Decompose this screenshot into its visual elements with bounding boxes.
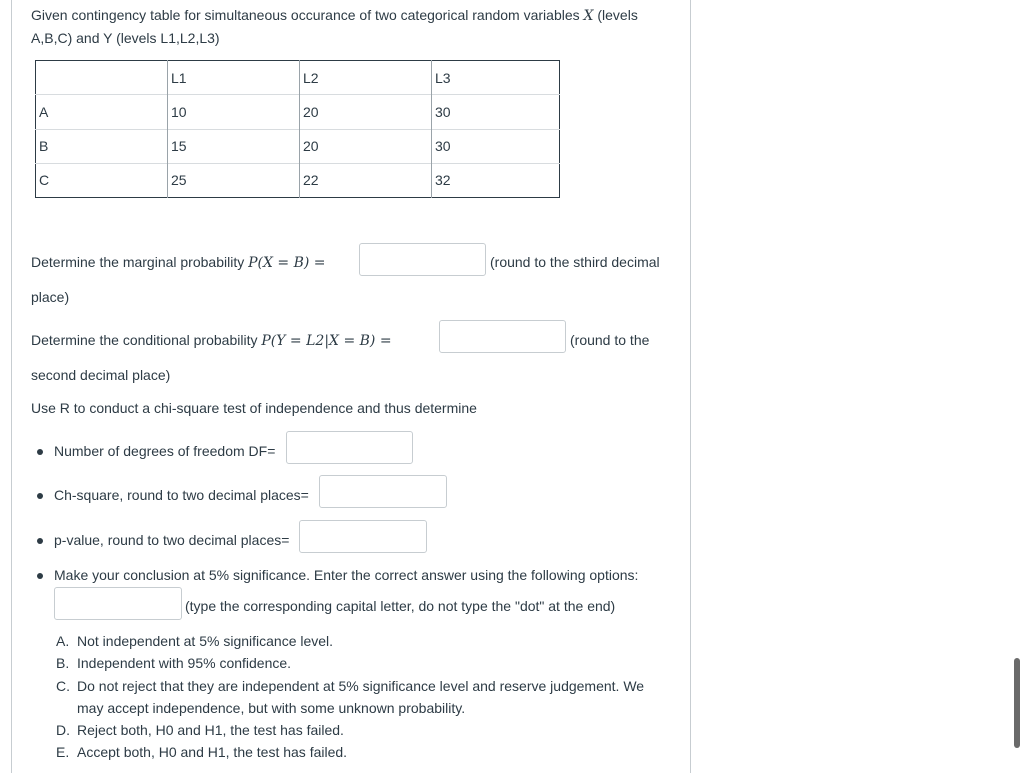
intro-line-2: A,B,C) and Y (levels L1,L2,L3): [31, 30, 220, 46]
table-cell: 15: [168, 129, 300, 163]
conditional-hint-continued: second decimal place): [31, 367, 171, 383]
option-c-continued: may accept independence, but with some unknown probability.: [77, 700, 466, 716]
bullet-icon: [37, 493, 43, 499]
p-value-label: p-value, round to two decimal places=: [54, 532, 290, 548]
option-letter: B.: [56, 655, 70, 671]
scrollbar-thumb[interactable]: [1014, 658, 1020, 748]
option-c: [56, 678, 644, 694]
marginal-formula: P(X = B) =: [248, 255, 326, 271]
chi-square-intro: Use R to conduct a chi-square test of independence and thus determine: [31, 400, 477, 416]
table-header-cell: L3: [432, 61, 560, 95]
intro-text: Given contingency table for simultaneous occurance of two categorical random variables: [31, 7, 584, 23]
chi-square-input[interactable]: [319, 475, 447, 508]
option-letter: A.: [56, 633, 70, 649]
option-text: Do not reject that they are independent at 5% significance level and reserve judgement. We: [77, 678, 645, 694]
conditional-formula: P(Y = L2|X = B) =: [261, 333, 392, 349]
table-row: [36, 95, 560, 129]
df-label: Number of degrees of freedom DF=: [54, 443, 276, 459]
table-cell: 30: [432, 129, 560, 163]
marginal-hint: (round to the sthird decimal: [490, 254, 660, 270]
df-input[interactable]: [286, 431, 413, 464]
table-header-cell: [36, 61, 168, 95]
table-row: [36, 163, 560, 197]
bullet-icon: [37, 573, 43, 579]
chi-square-label: Ch-square, round to two decimal places=: [54, 487, 309, 503]
table-cell: 20: [300, 129, 432, 163]
option-text: Independent with 95% confidence.: [77, 655, 292, 671]
table-cell: B: [36, 129, 168, 163]
variable-x: X: [583, 8, 594, 24]
conditional-label: Determine the conditional probability: [31, 332, 262, 348]
table-header-cell: L1: [168, 61, 300, 95]
contingency-table: [35, 60, 560, 198]
table-header-row: [36, 61, 560, 95]
marginal-hint-continued: place): [31, 289, 70, 305]
table-cell: 10: [168, 95, 300, 129]
conclusion-hint: (type the corresponding capital letter, do not type the "dot" at the end): [185, 598, 616, 614]
conclusion-label: Make your conclusion at 5% significance. Enter the correct answer using the following options:: [54, 567, 639, 583]
table-row: [36, 129, 560, 163]
option-a: [56, 633, 333, 649]
option-text: Reject both, H0 and H1, the test has failed.: [77, 722, 344, 738]
intro-text-end: (levels: [593, 7, 638, 23]
option-e: [56, 744, 347, 760]
conclusion-input[interactable]: [54, 587, 182, 620]
marginal-question: [31, 254, 326, 271]
table-cell: C: [36, 163, 168, 197]
bullet-icon: [37, 538, 43, 544]
conditional-hint: (round to the: [570, 332, 650, 348]
option-d: [56, 722, 344, 738]
option-letter: E.: [56, 744, 70, 760]
table-cell: 32: [432, 163, 560, 197]
table-cell: 20: [300, 95, 432, 129]
option-letter: D.: [56, 722, 70, 738]
table-header-cell: L2: [300, 61, 432, 95]
table-cell: 25: [168, 163, 300, 197]
option-text: Not independent at 5% significance level.: [77, 633, 334, 649]
p-value-input[interactable]: [299, 520, 427, 553]
bullet-icon: [37, 449, 43, 455]
option-b: [56, 655, 291, 671]
option-letter: C.: [56, 678, 70, 694]
marginal-probability-input[interactable]: [359, 243, 486, 276]
marginal-label: Determine the marginal probability: [31, 254, 249, 270]
conditional-question: [31, 332, 392, 349]
table-cell: 30: [432, 95, 560, 129]
option-text: Accept both, H0 and H1, the test has failed.: [77, 744, 348, 760]
table-cell: 22: [300, 163, 432, 197]
table-cell: A: [36, 95, 168, 129]
intro-line-1: [31, 7, 638, 24]
conditional-probability-input[interactable]: [439, 320, 566, 353]
